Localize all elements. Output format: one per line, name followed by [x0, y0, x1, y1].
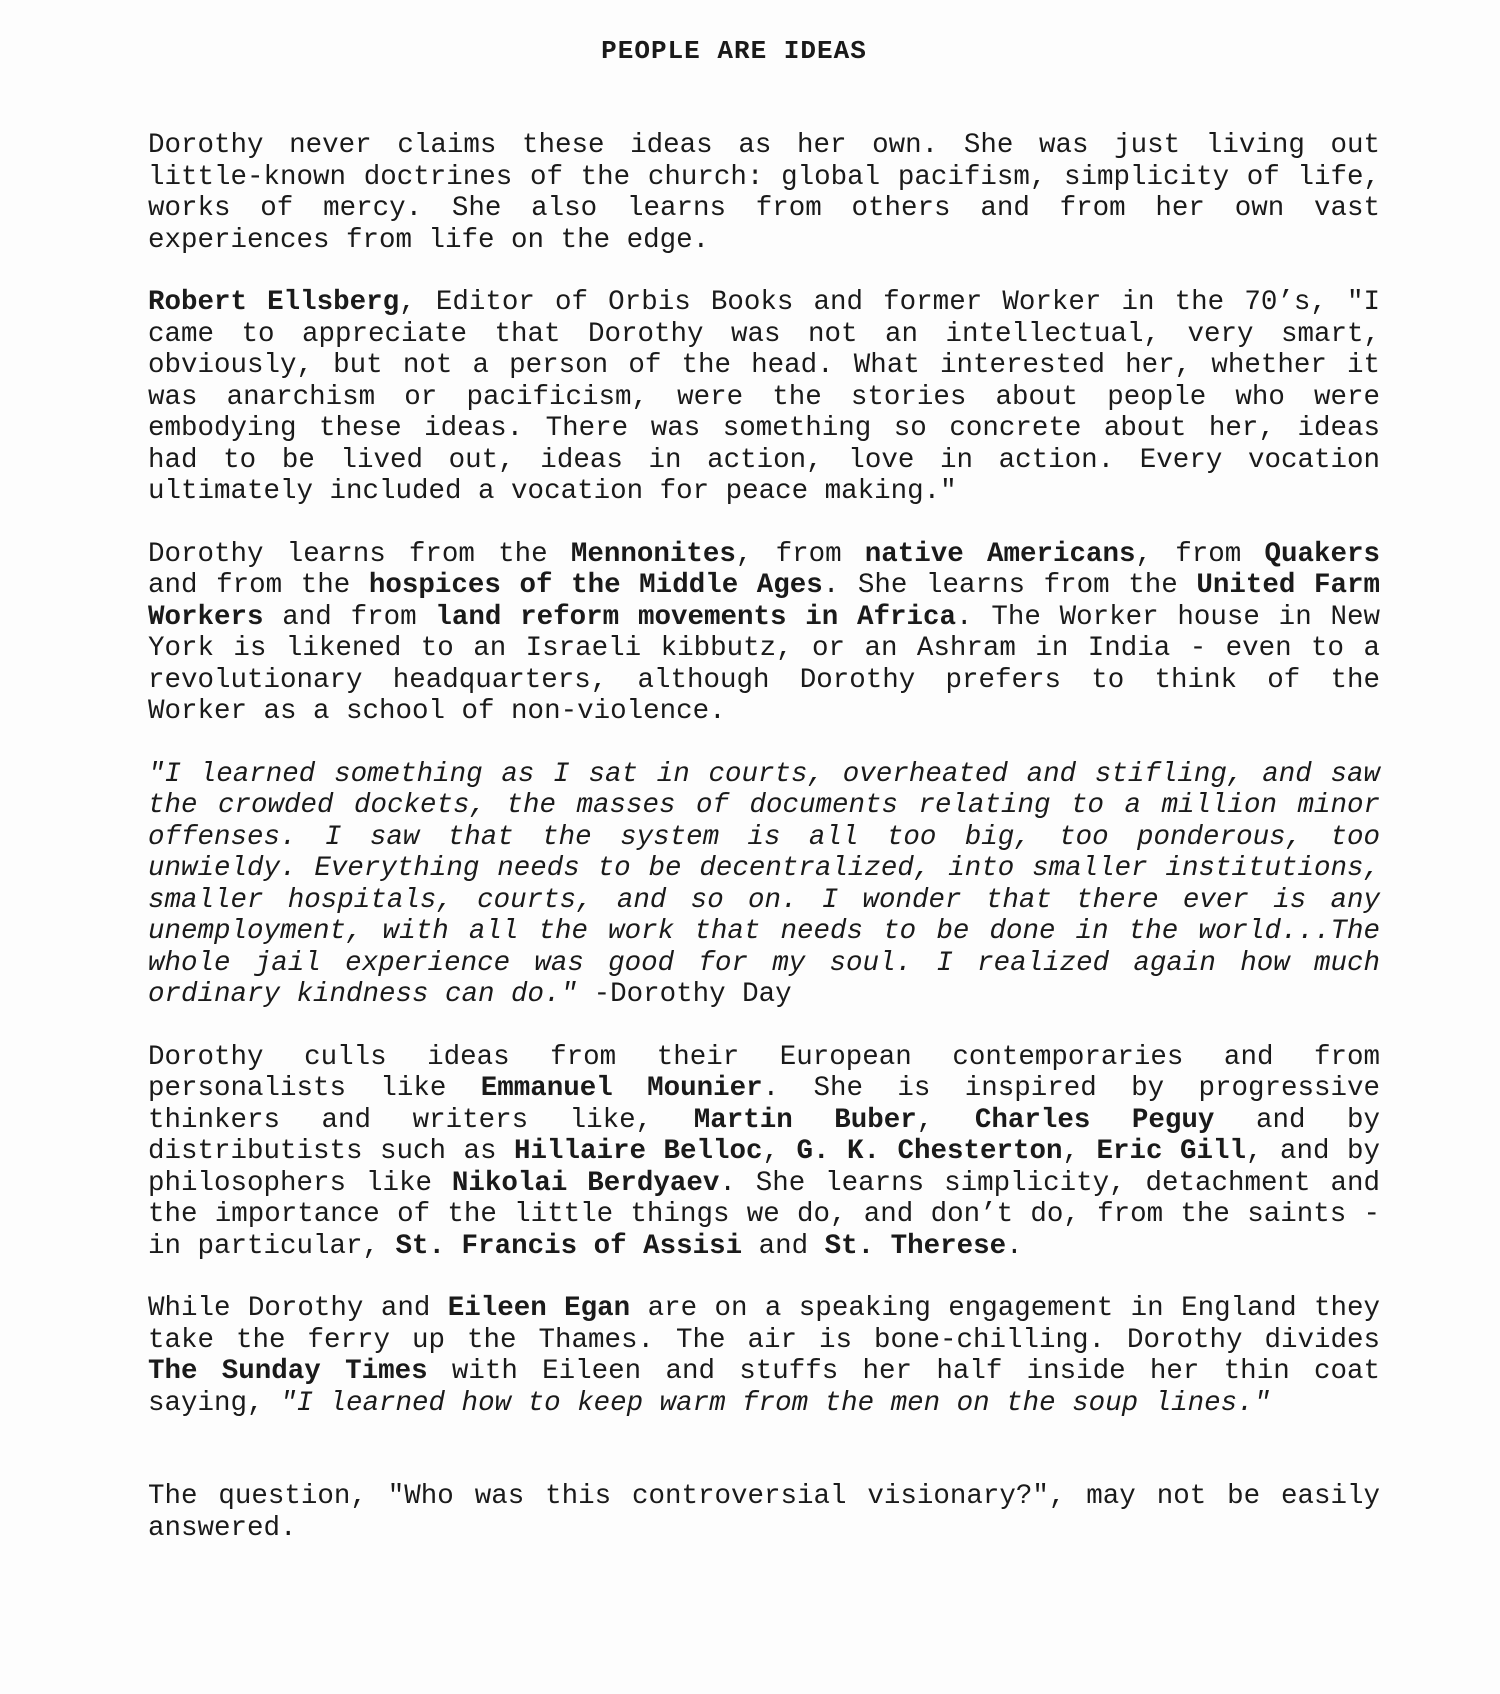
name-quakers: Quakers	[1264, 538, 1380, 570]
name-land-reform-africa: land reform movements in Africa	[435, 601, 957, 633]
text-segment: and	[742, 1230, 825, 1262]
paragraph-influences	[148, 1042, 1380, 1263]
ellsberg-quote-text: , Editor of Orbis Books and former Worker in the 70’s, "I came to appreciate that Dorothy was not an intellectual, very smart, obviously, but not a person of the head. What interested her, whether it was anarchism or pacificism, were the stories about people who were embodying these ideas. There was something so concrete about her, ideas had to be lived out, ideas in action, love in action. Every vocation ultimately included a vocation for peace making."	[148, 287, 1381, 507]
page-title: PEOPLE ARE IDEAS	[601, 36, 867, 66]
text-segment: and by distributists such as	[148, 1104, 1380, 1167]
name-nikolai-berdyaev: Nikolai Berdyaev	[451, 1167, 720, 1199]
name-st-therese: St. Therese	[824, 1230, 1007, 1262]
text-segment: ,	[762, 1136, 797, 1167]
name-native-americans: native Americans	[864, 538, 1136, 570]
text-segment: .	[1006, 1230, 1023, 1262]
name-emmanuel-mounier: Emmanuel Mounier	[480, 1073, 763, 1104]
text-segment: . The Worker house in New York is likened to an Israeli kibbutz, or an Ashram in India - even to a revolutionary headquarters, although Dorothy prefers to think of the Worker as a school of non-violence.	[148, 601, 1380, 727]
name-sunday-times: The Sunday Times	[148, 1356, 428, 1387]
name-robert-ellsberg: Robert Ellsberg	[148, 287, 400, 318]
text-segment: ,	[916, 1104, 975, 1136]
paragraph-intro: Dorothy never claims these ideas as her own. She was just living out little-known doctrines of the church: global pacifism, simplicity of life, works of mercy. She also learns from others and from her own vast experiences from life on the edge.	[148, 130, 1380, 256]
text-segment: and from the	[148, 570, 369, 601]
name-mennonites: Mennonites	[570, 538, 736, 570]
soup-lines-quote: "I learned how to keep warm from the men on the soup lines."	[280, 1387, 1271, 1419]
name-st-francis: St. Francis of Assisi	[395, 1230, 743, 1262]
text-segment: are on a speaking engagement in England they take the ferry up the Thames. The air is bone-chilling. Dorothy divides	[148, 1293, 1380, 1356]
text-segment: , and by philosophers like	[148, 1136, 1380, 1199]
paragraph-ellsberg-quote	[148, 287, 1380, 508]
text-segment: with Eileen and stuffs her half inside her thin coat saying,	[148, 1356, 1380, 1419]
text-segment: . She learns from the	[822, 570, 1197, 601]
name-united-farm-workers: United Farm Workers	[148, 570, 1381, 633]
paragraph-learns-from	[148, 539, 1380, 728]
paragraph-dorothy-day-quote	[148, 759, 1380, 1011]
name-gk-chesterton: G. K. Chesterton	[796, 1136, 1063, 1167]
text-segment: Dorothy learns from the	[148, 538, 571, 570]
text-segment: . She learns simplicity, detachment and the importance of the little things we do, and don’t do, from the saints - in particular,	[148, 1167, 1380, 1262]
text-segment: Dorothy culls ideas from their European contemporaries and from personalists like	[148, 1041, 1380, 1104]
dorothy-day-quote: "I learned something as I sat in courts, overheated and stifling, and saw the crowded dockets, the masses of documents relating to a million minor offenses. I saw that the system is all too big, too ponderous, too unwieldy. Everything needs to be decentralized, into smaller institutions, smaller hospitals, courts, and so on. I wonder that there ever is any unemployment, with all the work that needs to be done in the world...The whole jail experience was good for my soul. I realized again how much ordinary kindness can do."	[148, 758, 1380, 1010]
name-charles-peguy: Charles Peguy	[974, 1104, 1215, 1136]
name-martin-buber: Martin Buber	[693, 1104, 917, 1136]
paragraph-thames-ferry	[148, 1293, 1380, 1419]
document-body	[148, 130, 1380, 1575]
text-segment: . She is inspired by progressive thinkers and writers like,	[148, 1073, 1380, 1136]
quote-attribution: -Dorothy Day	[577, 979, 792, 1010]
text-segment: While Dorothy and	[148, 1293, 448, 1324]
name-hospices: hospices of the Middle Ages	[368, 570, 823, 601]
text-segment: , from	[735, 538, 865, 570]
paragraph-closing-question: The question, "Who was this controversial visionary?", may not be easily answered.	[148, 1481, 1380, 1544]
name-eric-gill: Eric Gill	[1096, 1136, 1247, 1167]
name-eileen-egan: Eileen Egan	[447, 1293, 631, 1324]
name-hillaire-belloc: Hillaire Belloc	[514, 1136, 763, 1167]
text-segment: and from	[263, 601, 436, 633]
text-segment: , from	[1135, 538, 1265, 570]
text-segment: ,	[1062, 1136, 1097, 1167]
